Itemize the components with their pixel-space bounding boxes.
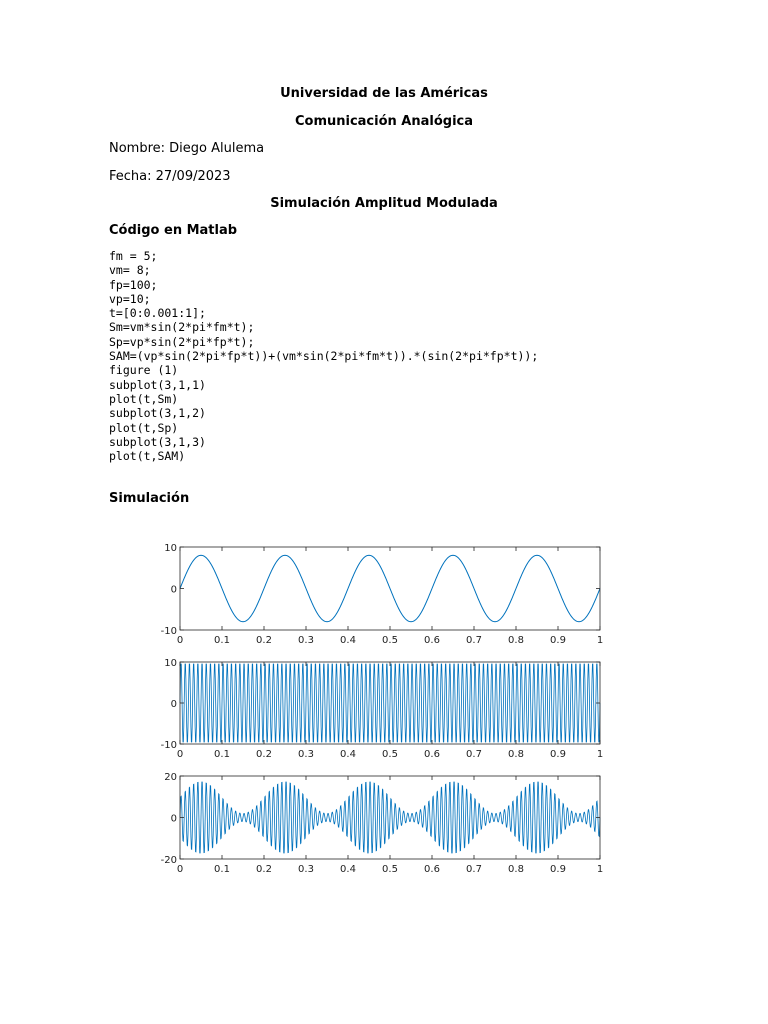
x-tick-label: 0.4 (340, 749, 356, 760)
y-tick-label: 0 (170, 584, 177, 596)
x-tick-label: 0.5 (382, 635, 398, 646)
x-tick-label: 0.6 (424, 749, 440, 760)
code-line: plot(t,SAM) (109, 449, 186, 464)
x-tick-label: 0.8 (508, 635, 524, 646)
series-line (180, 782, 600, 853)
code-line: fm = 5; (109, 249, 158, 263)
code-line: subplot(3,1,2) (109, 406, 206, 421)
x-tick-label: 0.4 (340, 864, 356, 875)
code-heading: Código en Matlab (109, 223, 238, 238)
x-tick-label: 0.9 (550, 749, 566, 760)
x-tick-label: 0.5 (382, 749, 398, 760)
date-line: Fecha: 27/09/2023 (109, 169, 231, 184)
code-line: SAM=(vp*sin(2*pi*fp*t))+(vm*sin(2*pi*fm*t)).*(sin(2*pi*fp*t)); (109, 349, 539, 364)
x-tick-label: 0 (176, 635, 184, 646)
x-tick-label: 0.8 (508, 864, 524, 875)
x-tick-label: 1 (596, 749, 604, 760)
x-tick-label: 0.6 (424, 635, 440, 646)
document-title: Simulación Amplitud Modulada (270, 196, 498, 211)
y-tick-label: 10 (164, 543, 177, 554)
x-tick-label: 0.4 (340, 635, 356, 646)
x-tick-label: 0.2 (256, 749, 272, 760)
x-tick-label: 1 (596, 864, 604, 875)
x-tick-label: 1 (596, 635, 604, 646)
y-tick-label: 0 (170, 813, 177, 825)
y-tick-label: 20 (164, 772, 177, 783)
x-tick-label: 0.2 (256, 864, 272, 875)
x-tick-label: 0.3 (298, 749, 314, 760)
code-line: subplot(3,1,1) (109, 377, 206, 392)
x-tick-label: 0.7 (466, 864, 482, 875)
subplot-1 (161, 543, 604, 646)
y-tick-label: 0 (170, 699, 177, 710)
code-line: plot(t,Sm) (109, 391, 179, 406)
y-tick-label: -10 (160, 740, 177, 751)
student-name: Nombre: Diego Alulema (109, 141, 265, 156)
y-tick-label: -10 (160, 626, 177, 637)
series-line (180, 555, 600, 621)
simulation-heading: Simulación (109, 491, 190, 506)
x-tick-label: 0.5 (382, 864, 398, 875)
x-tick-label: 0.7 (466, 749, 482, 760)
code-line: fp=100; (109, 277, 158, 292)
code-line: Sm=vm*sin(2*pi*fm*t); (109, 320, 255, 335)
x-tick-label: 0.3 (298, 635, 314, 646)
x-tick-label: 0.6 (424, 864, 440, 875)
course-title: Comunicación Analógica (294, 114, 474, 129)
y-tick-label: 10 (164, 658, 177, 669)
x-tick-label: 0.2 (256, 635, 272, 646)
code-line: vp=10; (109, 291, 151, 306)
x-tick-label: 0.1 (214, 864, 230, 875)
code-line: figure (1) (109, 363, 179, 378)
x-tick-label: 0.8 (508, 749, 524, 760)
code-line: Sp=vp*sin(2*pi*fp*t); (109, 334, 255, 349)
x-tick-label: 0 (176, 749, 184, 760)
code-line: vm= 8; (109, 263, 151, 278)
x-tick-label: 0.9 (550, 635, 566, 646)
subplot-3 (161, 772, 604, 875)
x-tick-label: 0.1 (214, 635, 230, 646)
code-line: t=[0:0.001:1]; (109, 306, 206, 321)
y-tick-label: -20 (160, 855, 177, 866)
series-line (180, 664, 600, 742)
subplot-2 (161, 658, 604, 760)
x-tick-label: 0 (176, 864, 184, 875)
code-line: plot(t,Sp) (109, 420, 179, 435)
code-line: subplot(3,1,3) (109, 434, 206, 449)
x-tick-label: 0.3 (298, 864, 314, 875)
x-tick-label: 0.9 (550, 864, 566, 875)
x-tick-label: 0.7 (466, 635, 482, 646)
x-tick-label: 0.1 (214, 749, 230, 760)
university-title: Universidad de las Américas (280, 86, 488, 101)
